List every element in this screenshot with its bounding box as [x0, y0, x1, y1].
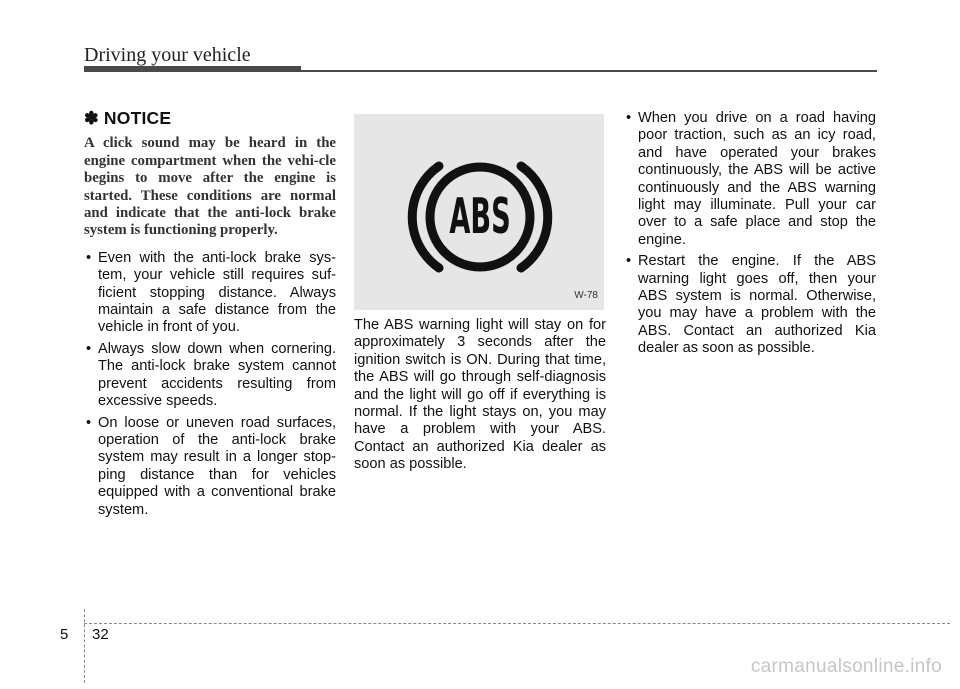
list-item: • On loose or uneven road surfaces, operation of the anti-lock brake system may result in a longer stop-ping distance than for vehicles equipped with a conventional brake system.: [84, 415, 336, 519]
chapter-number: 5: [60, 626, 69, 643]
precaution-list: [84, 250, 336, 519]
notice-title: ✽ NOTICE: [84, 108, 172, 128]
footer-rule: [84, 623, 950, 624]
abs-figure: [354, 114, 604, 310]
abs-icon-label: ABS: [449, 188, 511, 246]
list-item: • When you drive on a road having poor traction, such as an icy road, and have operated your brakes continuously, the ABS will be active continuously and the ABS warning light may illuminate. Pull your car over to a safe place and stop the engine.: [624, 110, 876, 249]
notice-text: A click sound may be heard in the engine compartment when the vehi-cle begins to move after the engine is started. These conditions are normal and indicate that the anti-lock brake system is functioning properly.: [84, 135, 336, 239]
column-right: [624, 110, 876, 362]
figure-code: W-78: [574, 289, 598, 301]
list-item: • Even with the anti-lock brake sys-tem, your vehicle still requires suf-ficient stopping distance. Always maintain a safe distance from the vehicle in front of you.: [84, 250, 336, 337]
header-rule-thin: [301, 70, 877, 72]
abs-warning-list: [624, 110, 876, 358]
watermark: carmanualsonline.info: [750, 656, 942, 677]
column-left: [84, 110, 336, 523]
section-title: Driving your vehicle: [84, 44, 251, 66]
list-item: • Always slow down when cornering. The anti-lock brake system cannot prevent accidents resulting from excessive speeds.: [84, 341, 336, 411]
abs-light-paragraph: The ABS warning light will stay on for approximately 3 seconds after the ignition switch is ON. During that time, the ABS will go through self-diagnosis and the light will go off if everything is normal. If the light stays on, you may have a problem with your ABS. Contact an authorized Kia dealer as soon as possible.: [354, 317, 606, 473]
list-item: • Restart the engine. If the ABS warning light goes off, then your ABS system is normal. Otherwise, you may have a problem with the ABS. Contact an authorized Kia dealer as soon as possible.: [624, 253, 876, 357]
header-rule-thick: [84, 66, 301, 72]
footer-divider: [84, 609, 85, 683]
abs-warning-icon: [354, 114, 604, 310]
column-middle: [354, 110, 606, 474]
page-number: 32: [92, 626, 109, 643]
